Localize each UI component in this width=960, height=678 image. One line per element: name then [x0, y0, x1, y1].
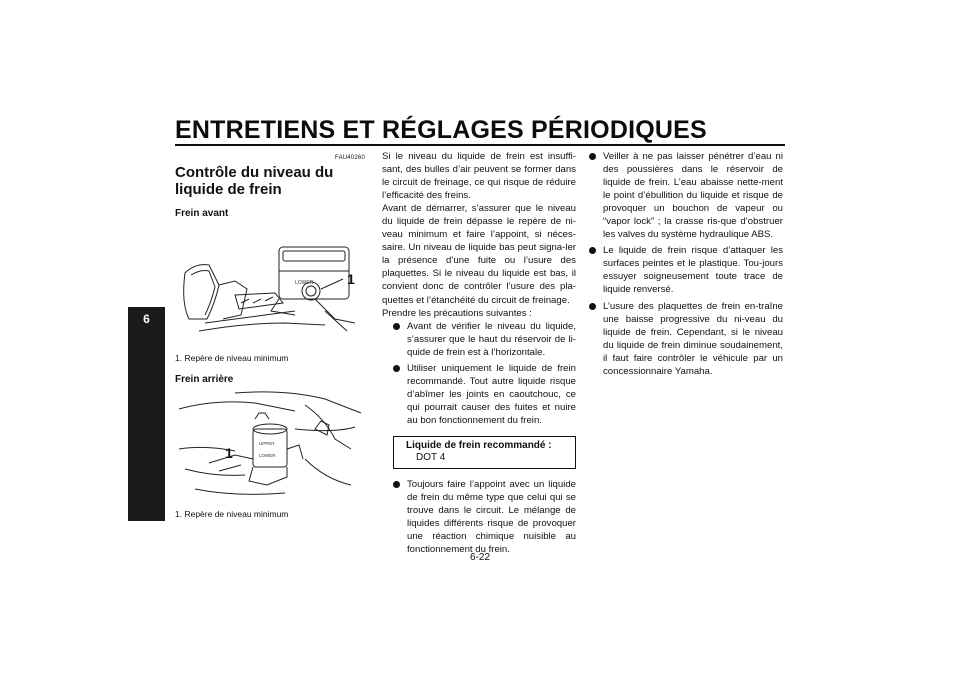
intro-paragraph-3: Prendre les précautions suivantes : — [382, 307, 532, 319]
front-brake-reservoir-figure — [175, 223, 365, 345]
section-code: FAU40260 — [335, 155, 365, 161]
column-left — [175, 150, 365, 530]
list-item-text: Utiliser uniquement le liquide de frein recommandé. Tout autre liquide risque d’abîmer les joints en caoutchouc, ce qui pourrait causer des fuites et nuire au bon fonctionnement du frein. — [407, 362, 576, 426]
page-number: 6-22 — [469, 552, 490, 563]
bullet-icon — [393, 481, 400, 488]
list-item-text: Avant de vérifier le niveau du liquide, s’assurer que le haut du réservoir de li-quide de frein est à l’horizontale. — [407, 320, 576, 358]
front-brake-title: Frein avant — [175, 208, 229, 219]
list-item-text: Le liquide de frein risque d’attaquer les surfaces peintes et le plastique. Tou-jours essuyer soigneusement toute trace de liquide renversé. — [603, 245, 783, 296]
bullet-icon — [589, 303, 596, 310]
recommended-fluid-box — [393, 436, 576, 469]
list-item — [589, 150, 783, 241]
rear-caption: 1. Repère de niveau minimum — [175, 509, 289, 519]
recommended-fluid-value: DOT 4 — [416, 451, 446, 463]
recommended-fluid-title: Liquide de frein recommandé : — [406, 439, 552, 451]
list-item — [393, 478, 576, 556]
chapter-tab-label: 6 — [143, 312, 150, 326]
page-title: ENTRETIENS ET RÉGLAGES PÉRIODIQUES — [175, 116, 707, 144]
front-caption: 1. Repère de niveau minimum — [175, 353, 289, 363]
rear-callout-number: 1 — [225, 445, 233, 461]
list-item-text: Toujours faire l’appoint avec un liquide de frein du même type que celui qui se trouve dans le circuit. Le mélange de liquides différents risque de provoquer une réaction chimique nuisible au fonctionnement du frein. — [407, 478, 576, 556]
rear-reservoir-illustration — [175, 389, 365, 501]
front-lower-mark: LOWER — [295, 280, 314, 286]
column-middle — [382, 150, 576, 559]
list-item — [393, 362, 576, 427]
list-item — [589, 300, 783, 378]
rear-brake-title: Frein arrière — [175, 374, 234, 385]
precautions-list-2 — [382, 478, 576, 556]
chapter-tab — [128, 307, 165, 521]
header-rule — [175, 144, 785, 146]
list-item — [393, 320, 576, 359]
rear-lower-mark: LOWER — [259, 453, 276, 458]
front-reservoir-illustration — [175, 223, 365, 345]
column-right — [589, 150, 783, 381]
precautions-list-3 — [589, 150, 783, 378]
list-item-text: L’usure des plaquettes de frein en-traîne une baisse progressive du ni-veau du liquide de frein. Cependant, si le niveau du liquide de frein diminue soudainement, il faut faire contrôler le véhicule par un concessionnaire Yamaha. — [603, 300, 783, 377]
rear-upper-mark: UPPER — [259, 441, 275, 446]
list-item-text: Veiller à ne pas laisser pénétrer d’eau ni des poussières dans le réservoir de liquide de frein. L’eau abaisse nette-ment le point d’ébullition du liquide et risque de provoquer un bouchon de vapeur ou “vapor lock” ; la crasse ris-que d’obstruer les valves du système hydraulique ABS. — [603, 151, 783, 241]
front-callout-number: 1 — [347, 271, 355, 287]
bullet-icon — [589, 153, 596, 160]
section-title: Contrôle du niveau du liquide de frein — [175, 164, 334, 198]
bullet-icon — [393, 323, 400, 330]
precautions-list — [382, 320, 576, 427]
bullet-icon — [589, 247, 596, 254]
intro-paragraph-2: Avant de démarrer, s’assurer que le niveau du liquide de frein dépasse le repère de ni-veau minimum et faire l’appoint, si néces-saire. Un niveau de liquide bas peut signa-ler la présence d’une fuite ou l’usure des plaquettes. Si le niveau du liquide est bas, il convient donc de contrôler l’usure des pla-quettes et l’étanchéité du circuit de freinage. — [382, 203, 576, 306]
rear-brake-reservoir-figure — [175, 389, 365, 501]
list-item — [589, 244, 783, 296]
intro-paragraph-1: Si le niveau du liquide de frein est insuffi-sant, des bulles d’air peuvent se former dans le circuit de freinage, ce qui risque de réduire l’efficacité des freins. — [382, 151, 576, 202]
bullet-icon — [393, 365, 400, 372]
